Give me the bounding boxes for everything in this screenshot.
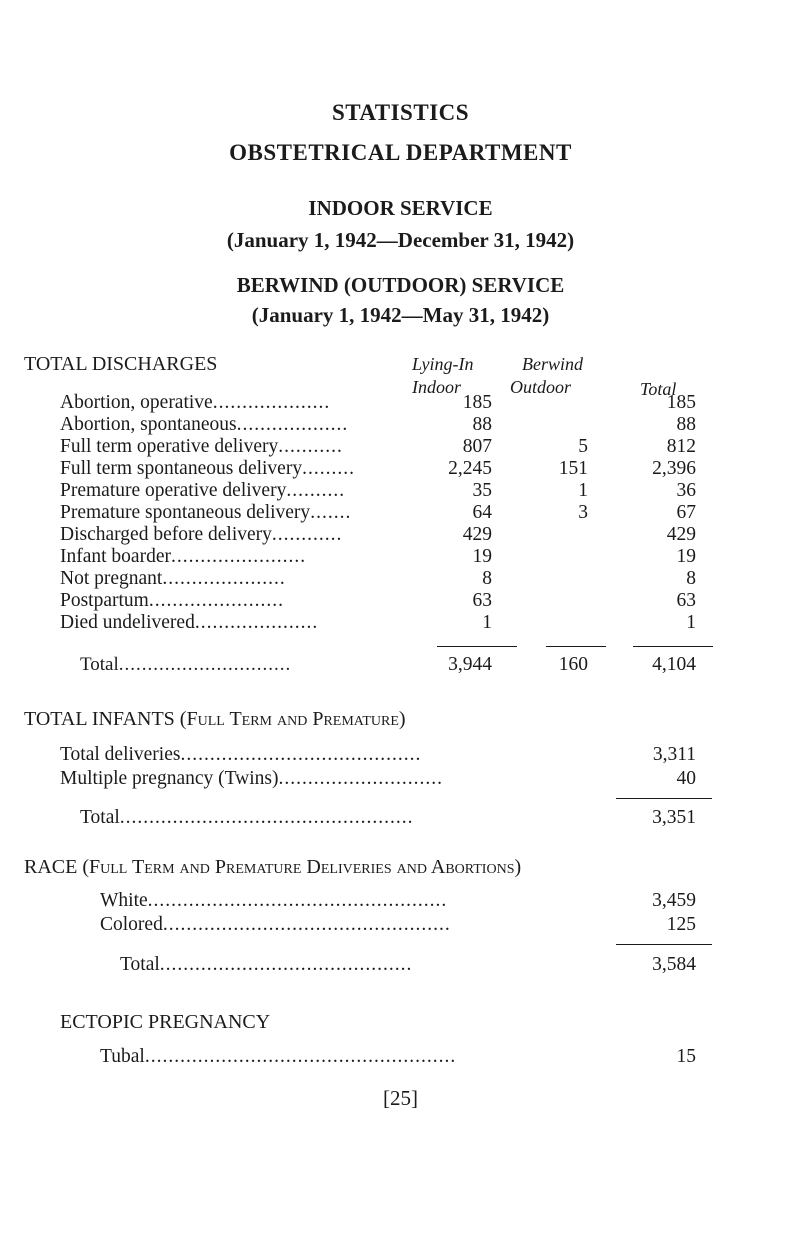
indoor-service-title: INDOOR SERVICE (308, 196, 493, 220)
discharge-total-value: 8 (686, 568, 696, 589)
discharge-total-value: 36 (676, 480, 696, 501)
col-indoor-line2: Indoor (412, 377, 461, 397)
discharge-row-label: Premature spontaneous delivery....... (60, 502, 352, 523)
discharge-row-label: Discharged before delivery............ (60, 524, 343, 545)
discharge-total-value: 429 (666, 524, 696, 545)
discharge-indoor-value: 64 (472, 502, 492, 523)
discharge-total-value: 19 (676, 546, 696, 567)
discharge-row-label: Premature operative delivery.......... (60, 480, 346, 501)
discharge-row-label: Died undelivered..................... (60, 612, 319, 633)
discharge-indoor-value: 807 (462, 436, 492, 457)
discharges-total-indoor: 3,944 (448, 654, 492, 675)
discharge-total-value: 185 (666, 392, 696, 413)
col-indoor-line1: Lying-In (412, 354, 474, 374)
rule-race (616, 944, 712, 945)
infants-row-twins: Multiple pregnancy (Twins)............................ (60, 768, 443, 789)
discharge-row-label: Not pregnant..................... (60, 568, 286, 589)
department-title: OBSTETRICAL DEPARTMENT (229, 140, 572, 165)
discharge-outdoor-value: 5 (578, 436, 588, 457)
discharge-total-value: 1 (686, 612, 696, 633)
infants-total-label: Total.................................................. (80, 807, 414, 828)
race-white-value: 3,459 (652, 890, 696, 911)
discharge-indoor-value: 63 (472, 590, 492, 611)
discharge-total-value: 88 (676, 414, 696, 435)
col-outdoor-line1: Berwind (522, 354, 583, 374)
discharge-total-value: 2,396 (652, 458, 696, 479)
discharge-indoor-value: 8 (482, 568, 492, 589)
berwind-service-title: BERWIND (OUTDOOR) SERVICE (236, 273, 565, 297)
ectopic-tubal-value: 15 (676, 1046, 696, 1067)
race-row-white: White................................................... (100, 890, 448, 911)
rule-total (633, 646, 713, 647)
discharge-indoor-value: 35 (472, 480, 492, 501)
col-outdoor-line2: Outdoor (510, 377, 572, 397)
ectopic-heading: ECTOPIC PREGNANCY (60, 1011, 271, 1033)
discharges-total-total: 4,104 (652, 654, 696, 675)
race-row-colored: Colored................................................. (100, 914, 451, 935)
discharge-row-label: Full term operative delivery........... (60, 436, 343, 457)
indoor-service-dates: (January 1, 1942—December 31, 1942) (226, 228, 575, 252)
infants-total-value: 3,351 (652, 807, 696, 828)
discharge-indoor-value: 19 (472, 546, 492, 567)
discharges-total-outdoor: 160 (558, 654, 588, 675)
infants-deliveries-value: 3,311 (652, 744, 696, 765)
ectopic-row-tubal: Tubal..................................................... (100, 1046, 457, 1067)
infants-twins-value: 40 (676, 768, 696, 789)
discharge-row-label: Abortion, spontaneous................... (60, 414, 349, 435)
discharge-row-label: Abortion, operative.................... (60, 392, 331, 413)
discharge-outdoor-value: 3 (578, 502, 588, 523)
rule-indoor (437, 646, 517, 647)
discharge-indoor-value: 88 (472, 414, 492, 435)
race-total-value: 3,584 (652, 954, 696, 975)
discharge-total-value: 812 (666, 436, 696, 457)
discharge-total-value: 67 (676, 502, 696, 523)
discharge-row-label: Full term spontaneous delivery......... (60, 458, 355, 479)
race-heading: RACE (Full Term and Premature Deliveries and Abortions) (24, 856, 522, 878)
race-total-label: Total........................................... (120, 954, 413, 975)
race-colored-value: 125 (666, 914, 696, 935)
discharge-indoor-value: 429 (462, 524, 492, 545)
col-total: Total (640, 379, 677, 399)
infants-heading: TOTAL INFANTS (Full Term and Premature) (24, 708, 406, 730)
infants-row-deliveries: Total deliveries......................................... (60, 744, 422, 765)
discharges-heading: TOTAL DISCHARGES (24, 353, 218, 375)
page-title: STATISTICS (331, 100, 470, 125)
discharge-indoor-value: 2,245 (448, 458, 492, 479)
rule-outdoor (546, 646, 606, 647)
discharge-indoor-value: 1 (482, 612, 492, 633)
discharges-total-label: Total.............................. (80, 654, 292, 675)
rule-infants (616, 798, 712, 799)
discharge-indoor-value: 185 (462, 392, 492, 413)
discharge-outdoor-value: 151 (558, 458, 588, 479)
page-number: [25] (383, 1086, 418, 1110)
discharge-row-label: Infant boarder....................... (60, 546, 307, 567)
discharge-total-value: 63 (676, 590, 696, 611)
berwind-service-dates: (January 1, 1942—May 31, 1942) (251, 303, 550, 327)
discharge-outdoor-value: 1 (578, 480, 588, 501)
discharge-row-label: Postpartum....................... (60, 590, 284, 611)
